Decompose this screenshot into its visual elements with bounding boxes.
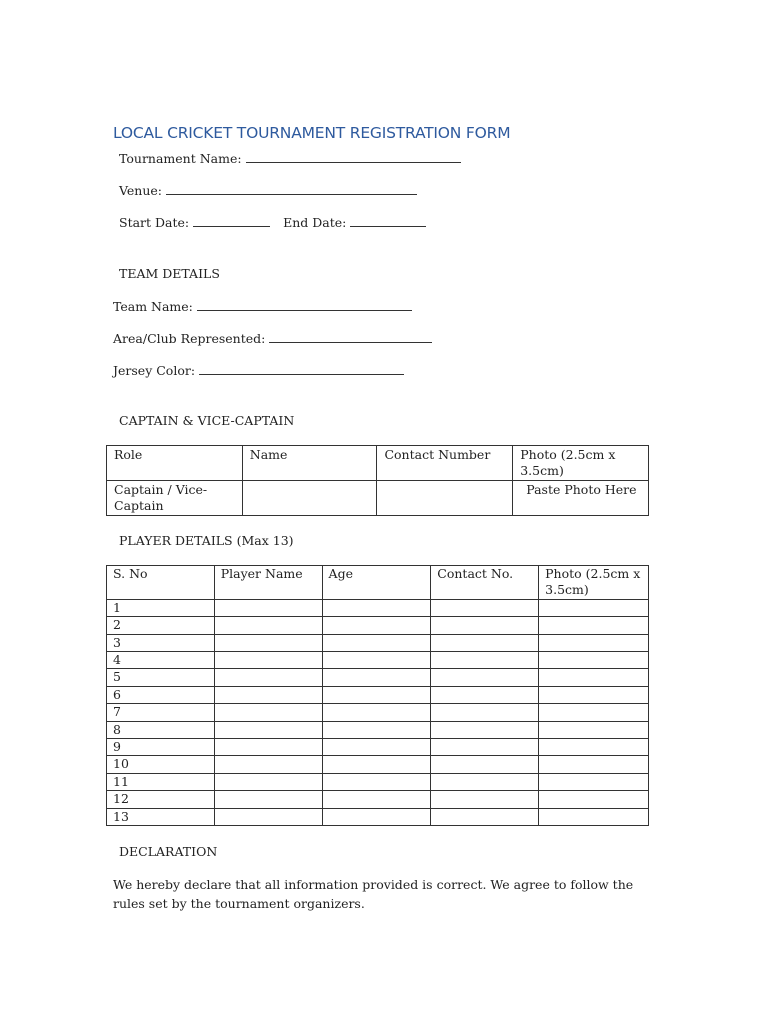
player-name-cell[interactable] (214, 599, 322, 616)
start-date-label: Start Date: (119, 215, 190, 230)
contact-cell[interactable] (431, 652, 539, 669)
player-name-cell[interactable] (214, 669, 322, 686)
header-age: Age (322, 566, 431, 600)
captain-table-header (107, 446, 649, 481)
dates-row (119, 214, 426, 230)
table-row (107, 599, 649, 616)
age-cell[interactable] (322, 721, 431, 738)
header-contact-number: Contact Number (377, 446, 513, 481)
contact-cell[interactable] (431, 791, 539, 808)
area-club-field[interactable] (269, 330, 432, 343)
player-details-heading: PLAYER DETAILS (Max 13) (119, 533, 294, 548)
contact-cell[interactable] (431, 617, 539, 634)
tournament-name-row (119, 150, 461, 166)
row-number: 3 (107, 634, 215, 651)
contact-cell[interactable] (431, 773, 539, 790)
photo-cell[interactable] (539, 704, 649, 721)
table-row (107, 669, 649, 686)
header-role: Role (107, 446, 243, 481)
start-date-field[interactable] (193, 214, 270, 227)
contact-cell[interactable] (431, 704, 539, 721)
row-number: 4 (107, 652, 215, 669)
team-details-heading: TEAM DETAILS (119, 266, 220, 281)
contact-cell[interactable] (431, 686, 539, 703)
age-cell[interactable] (322, 756, 431, 773)
player-name-cell[interactable] (214, 721, 322, 738)
header-photo: Photo (2.5cm x 3.5cm) (513, 446, 649, 481)
photo-cell[interactable] (539, 808, 649, 825)
captain-contact-cell[interactable] (377, 481, 513, 516)
contact-cell[interactable] (431, 721, 539, 738)
header-player-name: Player Name (214, 566, 322, 600)
row-number: 8 (107, 721, 215, 738)
team-name-label: Team Name: (113, 299, 193, 314)
player-name-cell[interactable] (214, 808, 322, 825)
venue-row (119, 182, 417, 198)
player-name-cell[interactable] (214, 652, 322, 669)
tournament-name-field[interactable] (246, 150, 461, 163)
captain-photo-cell[interactable]: Paste Photo Here (513, 481, 649, 516)
age-cell[interactable] (322, 791, 431, 808)
table-row (107, 686, 649, 703)
photo-cell[interactable] (539, 721, 649, 738)
area-club-label: Area/Club Represented: (113, 331, 266, 346)
photo-cell[interactable] (539, 686, 649, 703)
header-player-photo: Photo (2.5cm x 3.5cm) (539, 566, 649, 600)
row-number: 2 (107, 617, 215, 634)
table-row (107, 617, 649, 634)
row-number: 12 (107, 791, 215, 808)
row-number: 1 (107, 599, 215, 616)
header-name: Name (242, 446, 377, 481)
age-cell[interactable] (322, 617, 431, 634)
age-cell[interactable] (322, 686, 431, 703)
captain-table (106, 445, 649, 516)
tournament-name-label: Tournament Name: (119, 151, 242, 166)
jersey-color-field[interactable] (199, 362, 404, 375)
age-cell[interactable] (322, 634, 431, 651)
captain-table-row (107, 481, 649, 516)
contact-cell[interactable] (431, 669, 539, 686)
contact-cell[interactable] (431, 756, 539, 773)
photo-cell[interactable] (539, 756, 649, 773)
player-name-cell[interactable] (214, 617, 322, 634)
photo-cell[interactable] (539, 617, 649, 634)
photo-cell[interactable] (539, 773, 649, 790)
jersey-color-row (113, 362, 404, 378)
age-cell[interactable] (322, 739, 431, 756)
venue-label: Venue: (119, 183, 162, 198)
table-row (107, 739, 649, 756)
photo-cell[interactable] (539, 599, 649, 616)
age-cell[interactable] (322, 669, 431, 686)
player-name-cell[interactable] (214, 773, 322, 790)
contact-cell[interactable] (431, 739, 539, 756)
photo-cell[interactable] (539, 652, 649, 669)
age-cell[interactable] (322, 773, 431, 790)
area-club-row (113, 330, 432, 346)
contact-cell[interactable] (431, 634, 539, 651)
row-number: 7 (107, 704, 215, 721)
age-cell[interactable] (322, 652, 431, 669)
photo-cell[interactable] (539, 669, 649, 686)
captain-role-cell: Captain / Vice-Captain (107, 481, 243, 516)
photo-cell[interactable] (539, 739, 649, 756)
row-number: 13 (107, 808, 215, 825)
player-name-cell[interactable] (214, 756, 322, 773)
declaration-text: We hereby declare that all information provided is correct. We agree to follow the rules set by the tournament organizers. (113, 877, 634, 911)
row-number: 10 (107, 756, 215, 773)
table-row (107, 773, 649, 790)
player-name-cell[interactable] (214, 704, 322, 721)
photo-cell[interactable] (539, 634, 649, 651)
table-row (107, 652, 649, 669)
declaration-heading: DECLARATION (119, 844, 218, 859)
photo-cell[interactable] (539, 791, 649, 808)
player-name-cell[interactable] (214, 791, 322, 808)
form-title: LOCAL CRICKET TOURNAMENT REGISTRATION FORM (113, 124, 511, 142)
age-cell[interactable] (322, 808, 431, 825)
players-table (106, 565, 649, 826)
contact-cell[interactable] (431, 808, 539, 825)
player-name-cell[interactable] (214, 634, 322, 651)
table-row (107, 634, 649, 651)
row-number: 11 (107, 773, 215, 790)
venue-field[interactable] (166, 182, 417, 195)
player-name-cell[interactable] (214, 739, 322, 756)
age-cell[interactable] (322, 599, 431, 616)
contact-cell[interactable] (431, 599, 539, 616)
team-name-row (113, 298, 412, 314)
header-contact-no: Contact No. (431, 566, 539, 600)
players-table-header (107, 566, 649, 600)
table-row (107, 808, 649, 825)
captain-heading: CAPTAIN & VICE-CAPTAIN (119, 413, 295, 428)
end-date-field[interactable] (350, 214, 426, 227)
captain-name-cell[interactable] (242, 481, 377, 516)
row-number: 5 (107, 669, 215, 686)
row-number: 9 (107, 739, 215, 756)
end-date-label: End Date: (283, 215, 347, 230)
table-row (107, 721, 649, 738)
player-name-cell[interactable] (214, 686, 322, 703)
table-row (107, 791, 649, 808)
table-row (107, 704, 649, 721)
row-number: 6 (107, 686, 215, 703)
team-name-field[interactable] (197, 298, 412, 311)
table-row (107, 756, 649, 773)
jersey-color-label: Jersey Color: (113, 363, 196, 378)
age-cell[interactable] (322, 704, 431, 721)
header-sno: S. No (107, 566, 215, 600)
